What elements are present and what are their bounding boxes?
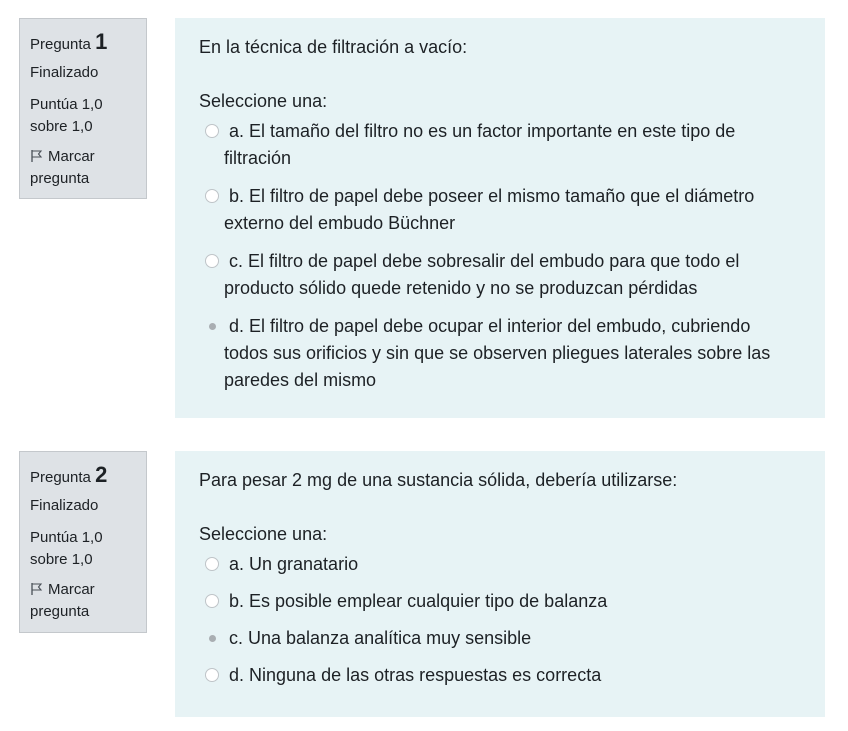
answer-text-line: todos sus orificios y sin que se observen pliegues laterales sobre las — [224, 343, 771, 363]
question-number-value: 2 — [95, 462, 108, 487]
answer-option-a[interactable] — [205, 551, 805, 578]
answer-text-line: b. Es posible emplear cualquier tipo de balanza — [229, 591, 608, 611]
answer-text-line: filtración — [224, 148, 292, 168]
grade-line-1: Puntúa 1,0 — [30, 96, 103, 113]
question-label: Pregunta — [30, 469, 91, 486]
answer-option-d[interactable] — [205, 662, 805, 689]
question-info-2 — [19, 451, 147, 633]
question-number-1 — [30, 31, 136, 56]
answer-text-line: a. Un granatario — [229, 554, 359, 574]
question-label: Pregunta — [30, 36, 91, 53]
flag-question-button[interactable] — [30, 579, 136, 623]
answer-text-line: c. Una balanza analítica muy sensible — [229, 628, 532, 648]
radio-icon-selected[interactable] — [205, 631, 219, 645]
answer-prompt: Seleccione una: — [199, 91, 328, 111]
question-content-2 — [175, 451, 825, 717]
grade-line-2: sobre 1,0 — [30, 118, 93, 135]
answer-text-line: a. El tamaño del filtro no es un factor importante en este tipo de — [229, 121, 736, 141]
question-grade — [30, 527, 136, 571]
answer-text-line: paredes del mismo — [224, 370, 377, 390]
radio-icon-selected[interactable] — [205, 319, 219, 333]
answer-list — [205, 551, 805, 689]
answer-text-line: c. El filtro de papel debe sobresalir del embudo para que todo el — [229, 251, 740, 271]
flag-icon — [30, 148, 44, 162]
answer-prompt: Seleccione una: — [199, 524, 328, 544]
grade-line-2: sobre 1,0 — [30, 551, 93, 568]
radio-icon[interactable] — [205, 668, 219, 682]
radio-icon[interactable] — [205, 189, 219, 203]
flag-label-2: pregunta — [30, 603, 90, 620]
answer-option-c[interactable] — [205, 625, 805, 652]
question-text: Para pesar 2 mg de una sustancia sólida, debería utilizarse: — [199, 470, 678, 490]
question-content-1 — [175, 18, 825, 418]
question-number-2 — [30, 464, 136, 489]
grade-line-1: Puntúa 1,0 — [30, 529, 103, 546]
question-info-1 — [19, 18, 147, 199]
question-number-value: 1 — [95, 29, 108, 54]
answer-text-line: producto sólido quede retenido y no se produzcan pérdidas — [224, 278, 698, 298]
answer-option-b[interactable] — [205, 183, 805, 237]
question-grade — [30, 94, 136, 138]
answer-option-c[interactable] — [205, 248, 805, 302]
answer-option-a[interactable] — [205, 118, 805, 172]
answer-text-line: b. El filtro de papel debe poseer el mismo tamaño que el diámetro — [229, 186, 755, 206]
answer-text-line: d. El filtro de papel debe ocupar el interior del embudo, cubriendo — [229, 316, 751, 336]
flag-question-button[interactable] — [30, 146, 136, 190]
flag-label-2: pregunta — [30, 170, 90, 187]
question-state: Finalizado — [30, 497, 99, 514]
question-state: Finalizado — [30, 64, 99, 81]
answer-option-d[interactable] — [205, 313, 805, 394]
radio-icon[interactable] — [205, 557, 219, 571]
answer-text-line: externo del embudo Büchner — [224, 213, 456, 233]
flag-label: Marcar — [48, 148, 95, 165]
question-text: En la técnica de filtración a vacío: — [199, 37, 468, 57]
flag-label: Marcar — [48, 581, 95, 598]
flag-icon — [30, 581, 44, 595]
radio-icon[interactable] — [205, 594, 219, 608]
radio-icon[interactable] — [205, 124, 219, 138]
answer-option-b[interactable] — [205, 588, 805, 615]
radio-icon[interactable] — [205, 254, 219, 268]
answer-list — [205, 118, 805, 394]
answer-text-line: d. Ninguna de las otras respuestas es correcta — [229, 665, 602, 685]
